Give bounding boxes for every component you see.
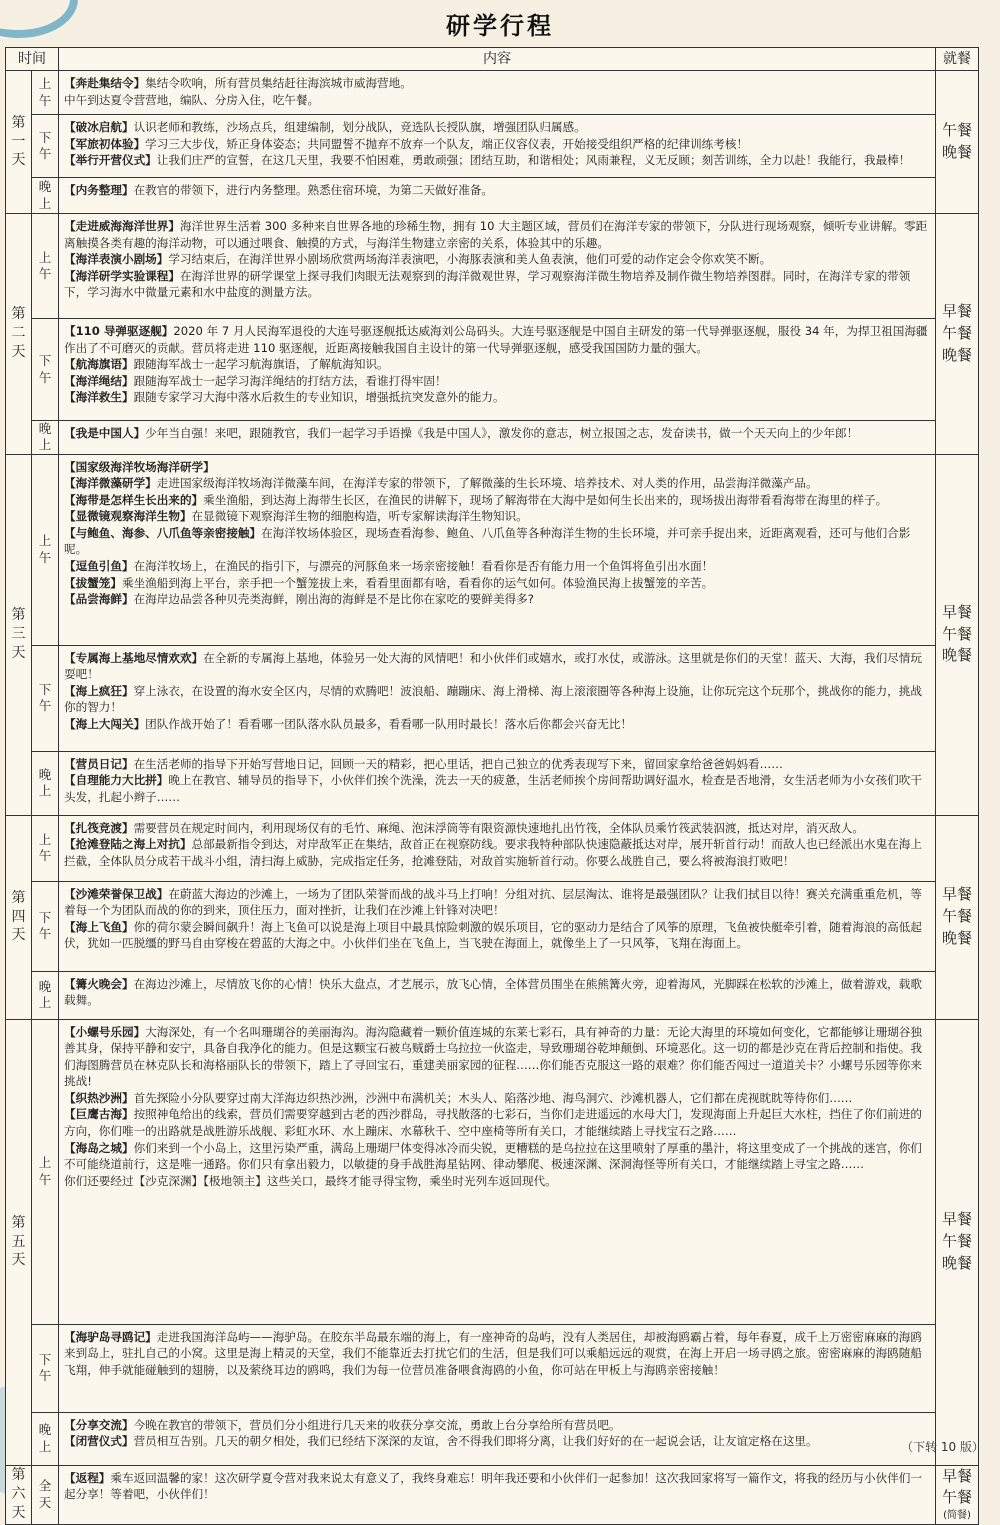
period-label xyxy=(32,71,59,115)
period-label-text: 下 午 xyxy=(38,909,52,942)
activity-text: 乘车返回温馨的家！这次研学夏令营对我来说太有意义了，我终身难忘！明年我还要和小伙伴们一起参加！这次我回家将写一篇作文，将我的经历与小伙伴们一起分享！等着吧，小伙伴们！ xyxy=(64,1470,922,1502)
activity-tag: 【海洋绳结】 xyxy=(64,373,134,388)
activity-text: 在教官的带领下，进行内务整理。熟悉住宿环境，为第二天做好准备。 xyxy=(133,183,493,198)
activity-item xyxy=(64,1417,930,1434)
activity-item xyxy=(64,976,930,1009)
period-label-text: 上 午 xyxy=(38,249,52,282)
schedule-row xyxy=(6,751,979,815)
activity-content xyxy=(59,71,936,115)
activity-item xyxy=(64,389,930,406)
activity-text: 穿上泳衣，在设置的海水安全区内，尽情的欢腾吧！波浪船、蹦蹦床、海上滑梯、海上滚滚圈等各种海上设施，让你玩完这个玩那个，挑战你的能力，挑战你的智力！ xyxy=(64,683,922,715)
activity-item xyxy=(64,182,930,199)
activity-tag: 【奔赴集结令】 xyxy=(64,76,146,91)
header-content: 内容 xyxy=(59,48,936,71)
activity-item xyxy=(64,919,930,952)
activity-tag: 【海洋表演小剧场】 xyxy=(64,252,169,267)
period-label xyxy=(32,815,59,881)
activity-tag: 【返程】 xyxy=(64,1470,111,1485)
activity-text: 中午到达夏令营营地，编队、分房入住，吃午餐。 xyxy=(64,92,320,107)
period-label-text: 下 午 xyxy=(38,681,52,714)
activity-text: 少年当自强！来吧，跟随教官，我们一起学习手语操《我是中国人》，激发你的意志，树立报国之志，发奋读书，做一个天天向上的少年郎！ xyxy=(145,426,859,441)
activity-content xyxy=(59,214,936,319)
activity-tag: 【巨鹰古海】 xyxy=(64,1107,134,1122)
activity-item xyxy=(64,650,930,683)
activity-tag: 【海上疯狂】 xyxy=(64,683,134,698)
activity-text: 跟随专家学习大海中落水后救生的专业知识，增强抵抗突发意外的能力。 xyxy=(133,390,505,405)
schedule-row xyxy=(6,1465,979,1524)
activity-text: 认识老师和教练，沙场点兵，组建编制，划分战队，竞选队长授队旗，增强团队归属感。 xyxy=(133,120,586,135)
schedule-row xyxy=(6,881,979,971)
period-label xyxy=(32,115,59,178)
activity-item xyxy=(64,136,930,153)
activity-tag: 【与鲍鱼、海参、八爪鱼等亲密接触】 xyxy=(64,525,262,540)
day-label-text: 第 六 天 xyxy=(11,1467,26,1521)
activity-tag: 【扎筏竞渡】 xyxy=(64,820,134,835)
day-label xyxy=(6,1019,32,1465)
activity-text: 跟随海军战士一起学习航海旗语，了解航海知识。 xyxy=(133,357,389,372)
activity-tag: 【内务整理】 xyxy=(64,183,134,198)
page-title: 研学行程 xyxy=(446,12,554,40)
activity-text: 集结令吹响，所有营员集结赶往海滨城市威海营地。 xyxy=(145,76,412,91)
schedule-row xyxy=(6,1324,979,1412)
activity-text: 在海洋牧场体验区，现场查看海参、鲍鱼、八爪鱼等各种海洋生物的生长环境，并可亲手捉出来，近距离观看，还可与他们合影呢。 xyxy=(64,525,911,557)
period-label xyxy=(32,1324,59,1412)
activity-item xyxy=(64,323,930,356)
day-label xyxy=(6,454,32,815)
activity-tag: 【专属海上基地尽情欢欢】 xyxy=(64,650,204,665)
activity-tag: 【海洋微藻研学】 xyxy=(64,476,157,491)
continued-note: （下转 10 版） xyxy=(901,1440,984,1454)
activity-text: 需要营员在规定时间内，利用现场仅有的毛竹、麻绳、泡沫浮筒等有限资源快速地扎出竹筏，全体队员乘竹筏武装泅渡，抵达对岸，消灭敌人。 xyxy=(133,820,864,835)
activity-tag: 【营员日记】 xyxy=(64,756,134,771)
activity-text: 总部最新指令到达，对岸敌军正在集结，敌首正在视察防线。要求我特种部队快速隐蔽抵达对岸，展开斩首行动！而敌人也已经派出水鬼在海上拦截，全体队员分成若干战斗小组，清扫海上威胁，完成指定任务，抢滩登陆，对敌首实施斩首行动。你要么战胜自己，要么将被海浪打败吧！ xyxy=(64,837,922,868)
activity-content xyxy=(59,645,936,751)
activity-tag: 【小螺号乐园】 xyxy=(64,1024,146,1039)
activity-item xyxy=(64,1433,930,1450)
activity-item xyxy=(64,1470,930,1503)
activity-item xyxy=(64,356,930,373)
activity-text: 走进国家级海洋牧场海洋微藻车间，在海洋专家的带领下，了解微藻的生长环境、培养技术、对人类的作用，品尝海洋微藻产品。 xyxy=(156,476,818,491)
period-label xyxy=(32,421,59,455)
schedule-row xyxy=(6,71,979,115)
activity-item xyxy=(64,683,930,716)
activity-item xyxy=(64,92,930,109)
activity-text: 晚上在教官、辅导员的指导下，小伙伴们挨个洗澡，洗去一天的疲惫，生活老师挨个房间帮助调好温水，检查是否地滑，女生活老师为小女孩们吹干头发，扎起小辫子…… xyxy=(64,773,922,804)
period-label xyxy=(32,319,59,421)
meals-cell xyxy=(936,815,979,1019)
activity-text: 海洋世界生活着 300 多种来自世界各地的珍稀生物，拥有 10 大主题区域，营员们在海洋专家的带领下，分队进行现场观察，倾听专业讲解。零距离触摸各类有趣的海洋动物，可以通过喂食、触摸的方式，与海洋生物建立亲密的关系，体验其中的乐趣。 xyxy=(64,219,928,250)
activity-tag: 【海带是怎样生长出来的】 xyxy=(64,492,204,507)
activity-item xyxy=(64,716,930,733)
activity-text: 团队作战开始了！看看哪一团队落水队员最多，看看哪一队用时最长！落水后你都会兴奋无比！ xyxy=(145,716,633,731)
activity-content xyxy=(59,1465,936,1524)
activity-item xyxy=(64,152,930,169)
activity-tag: 【海岛之城】 xyxy=(64,1140,134,1155)
activity-text: 你的荷尔蒙会瞬间飙升！海上飞鱼可以说是海上项目中最具惊险刺激的娱乐项目，它的驱动力是结合了风筝的原理，飞鱼被快艇牵引着，随着海浪的高低起伏，犹如一匹脱缰的野马自由穿梭在碧蓝的大海之中。小伙伴们坐在飞鱼上，当飞驶在海面上，就像坐上了一只风筝，飞翔在海面上。 xyxy=(64,919,922,951)
activity-text: 学习三大步伐，矫正身体姿态；共同盟誓不抛弃不放弃一个队友，端正仪容仪表，开始接受组织严格的纪律训练考核！ xyxy=(145,136,749,151)
activity-text: 让我们庄严的宣誓，在这几天里，我要不怕困难，勇敢顽强；团结互助，和谐相处；风雨兼程，义无反顾；刻苦训练，全力以赴！我能行，我最棒！ xyxy=(156,153,911,168)
period-label-text: 上 午 xyxy=(38,76,52,108)
activity-tag: 【沙滩荣誉保卫战】 xyxy=(64,886,169,901)
schedule-row xyxy=(6,421,979,455)
activity-item xyxy=(64,525,930,558)
activity-tag: 【国家级海洋牧场海洋研学】 xyxy=(64,459,215,474)
activity-item xyxy=(64,1329,930,1379)
activity-text: 今晚在教官的带领下，营员们分小组进行几天来的收获分享交流，勇敢上台分享给所有营员吧。 xyxy=(133,1417,621,1432)
activity-text: 你们来到一个小岛上，这里污染严重，满岛上珊瑚尸体变得冰冷而尖锐，更糟糕的是乌拉拉在这里喷射了厚重的墨汁，将这里变成了一个挑战的迷宫，你们不可能绕道前行，这是唯一通路。你们只有拿出毅力，以敏捷的身手战胜海星钻网、律动攀爬、极速深渊、深洞海怪等所有关口，才能继续踏上寻宝之路…… xyxy=(64,1140,922,1172)
meals-text: 早餐午餐晚餐 xyxy=(941,602,972,665)
period-label-text: 晚 上 xyxy=(38,1422,52,1454)
activity-item xyxy=(64,268,930,301)
activity-tag: 【海洋救生】 xyxy=(64,390,134,405)
activity-text: 在海岸边品尝各种贝壳类海鲜，刚出海的海鲜是不是比你在家吃的要鲜美得多? xyxy=(133,592,534,607)
meals-text: 早餐午餐晚餐 xyxy=(941,885,972,947)
meals-cell xyxy=(936,1019,979,1465)
schedule-row xyxy=(6,1019,979,1324)
schedule-row xyxy=(6,1412,979,1465)
activity-content xyxy=(59,454,936,645)
activity-content xyxy=(59,881,936,971)
header-meals: 就餐 xyxy=(936,48,979,71)
activity-item xyxy=(64,1140,930,1173)
activity-content xyxy=(59,319,936,421)
day-label-text: 第 三 天 xyxy=(11,607,26,661)
activity-text: 在海洋牧场上，在渔民的指引下，与漂亮的河豚鱼来一场亲密接触！看看你是否有能力用一个鱼饵将鱼引出水面！ xyxy=(133,558,714,573)
activity-text: 首先探险小分队要穿过南大洋海边织热沙洲，沙洲中布满机关；木头人、陷落沙地、海鸟洞穴、沙滩机器人，它们都在虎视眈眈等待你们…… xyxy=(133,1090,853,1105)
activity-text: 走进我国海洋岛屿——海驴岛。在胶东半岛最东端的海上，有一座神奇的岛屿，没有人类居住，却被海鸥霸占着，每年春夏，成千上万密密麻麻的海鸥来到岛上，驻扎自己的小窝。这里是海上精灵的天堂，我们不能靠近去打扰它们的生活，但是我们可以乘船远远的观赏，在海上开启一场寻鸥之旅。密密麻麻的海鸥随船飞翔，伸手就能碰触到的翅膀，以及萦绕耳边的鸥鸣，我们为每一位营员准备喂食海鸥的小鱼，你可站在甲板上与海鸥亲密接触！ xyxy=(64,1329,922,1377)
day-label-text: 第 二 天 xyxy=(11,306,26,361)
period-label-text: 下 午 xyxy=(38,129,52,162)
period-label xyxy=(32,751,59,815)
activity-text: 跟随海军战士一起学习海洋绳结的打结方法，看谁打得牢固！ xyxy=(133,373,447,388)
activity-tag: 【品尝海鲜】 xyxy=(64,592,134,607)
activity-text: 2020 年 7 月人民海军退役的大连号驱逐舰抵达威海刘公岛码头。大连号驱逐舰是中国自主研发的第一代导弹驱逐舰，服役 34 年，为捍卫祖国海疆作出了不可磨灭的贡献。营员将走进 110 驱逐舰，近距离接触我国自主设计的第一代导弹驱逐舰，感受我国国防力量的强大。 xyxy=(64,324,928,355)
period-label xyxy=(32,881,59,971)
activity-tag: 【海上飞鱼】 xyxy=(64,919,134,934)
schedule-row xyxy=(6,214,979,319)
activity-tag: 【航海旗语】 xyxy=(64,357,134,372)
activity-content xyxy=(59,971,936,1019)
day-label xyxy=(6,214,32,455)
period-label-text: 全 天 xyxy=(38,1478,52,1510)
activity-item xyxy=(64,425,930,442)
activity-text: 在显微镜下观察海洋生物的细胞构造，听专家解读海洋生物知识。 xyxy=(191,509,528,524)
period-label-text: 上 午 xyxy=(38,831,52,864)
activity-item xyxy=(64,1090,930,1107)
meals-text: 早餐午餐晚餐 xyxy=(941,302,972,364)
period-label xyxy=(32,1019,59,1324)
activity-text: 你们还要经过【沙克深渊】【极地领主】这些关口，最终才能寻得宝物，乘坐时光列车返回现代。 xyxy=(64,1173,557,1188)
period-label-text: 上 午 xyxy=(38,533,52,565)
activity-content xyxy=(59,751,936,815)
activity-item xyxy=(64,591,930,608)
activity-tag: 【拔蟹笼】 xyxy=(64,575,122,590)
period-label-text: 晚 上 xyxy=(38,766,52,799)
period-label-text: 上 午 xyxy=(38,1155,52,1187)
activity-text: 在生活老师的指导下开始写营地日记，回顾一天的精彩，把心里话，把自己独立的优秀表现写下来，留回家拿给爸爸妈妈看…… xyxy=(133,756,783,771)
period-label xyxy=(32,1465,59,1524)
activity-item xyxy=(64,373,930,390)
activity-content xyxy=(59,1019,936,1324)
period-label xyxy=(32,178,59,214)
activity-item xyxy=(64,475,930,492)
activity-text: 大海深处，有一个名叫珊瑚谷的美丽海沟。海沟隐藏着一颗价值连城的东莱七彩石，具有神奇的力量：无论大海里的环境如何变化，它都能够让珊瑚谷独善其身，保持平静和安宁，具备自我净化的能力。但是这颗宝石被乌贼爵士乌拉拉一伙盗走，导致珊瑚谷乾坤颠倒、环境恶化。这一切的都是沙克在背后控制和指使。我们海图腾营员在林克队长和海格丽队长的带领下，踏上了寻回宝石，重建美丽家园的征程……你们能否克服这一路的艰难？你们能否闯过一道道关卡？小螺号乐园等你来挑战! xyxy=(64,1024,922,1089)
activity-item xyxy=(64,558,930,575)
meals-text: 早餐午餐 xyxy=(941,1466,972,1507)
meals-text: 午餐晚餐 xyxy=(941,121,972,162)
activity-content xyxy=(59,1412,936,1465)
period-label-text: 晚 上 xyxy=(38,179,52,211)
schedule-row xyxy=(6,971,979,1019)
activity-item xyxy=(64,1106,930,1139)
header-time: 时间 xyxy=(6,48,59,71)
schedule-row xyxy=(6,645,979,751)
activity-text: 乘坐渔船，到达海上海带生长区，在渔民的讲解下，现场了解海带在大海中是如何生长出来的，现场拔出海带看看海带在海里的样子。 xyxy=(203,492,888,507)
period-label-text: 下 午 xyxy=(38,353,52,385)
activity-item xyxy=(64,1173,930,1190)
activity-tag: 【篝火晚会】 xyxy=(64,976,134,991)
period-label-text: 晚 上 xyxy=(38,978,52,1011)
day-label xyxy=(6,71,32,214)
activity-tag: 【110 导弹驱逐舰】 xyxy=(64,324,174,339)
activity-item xyxy=(64,772,930,805)
meals-cell xyxy=(936,454,979,815)
activity-tag: 【显微镜观察海洋生物】 xyxy=(64,509,192,524)
schedule-row xyxy=(6,319,979,421)
activity-item xyxy=(64,886,930,919)
activity-item xyxy=(64,75,930,92)
activity-tag: 【抢滩登陆之海上对抗】 xyxy=(64,837,192,852)
day-label xyxy=(6,815,32,1019)
activity-tag: 【分享交流】 xyxy=(64,1417,134,1432)
activity-content xyxy=(59,421,936,455)
day-label-text: 第 五 天 xyxy=(11,1214,26,1269)
activity-text: 营员相互告别。几天的朝夕相处，我们已经结下深深的友谊，舍不得我们即将分离，让我们好好的在一起说会话，让友谊定格在这里。 xyxy=(133,1434,818,1449)
activity-item xyxy=(64,459,930,476)
schedule-row xyxy=(6,454,979,645)
day-label-text: 第 一 天 xyxy=(11,114,26,169)
activity-text: 在全新的专属海上基地，体验另一处大海的风情吧！和小伙伴们或嬉水，或打水仗，或游泳。这里就是你们的天堂！蓝天、大海，我们尽情玩耍吧！ xyxy=(64,650,922,682)
activity-text: 学习结束后，在海洋世界小剧场欣赏两场海洋表演吧，小海豚表演和美人鱼表演，他们可爱的动作定会令你欢笑不断。 xyxy=(168,252,772,267)
activity-item xyxy=(64,492,930,509)
activity-tag: 【军旅初体验】 xyxy=(64,136,146,151)
schedule-row xyxy=(6,815,979,881)
activity-tag: 【织热沙洲】 xyxy=(64,1090,134,1105)
activity-tag: 【走进威海海洋世界】 xyxy=(64,219,180,234)
activity-text: 在蔚蓝大海边的沙滩上，一场为了团队荣誉而战的战斗马上打响！分组对抗、层层淘汰、谁将是最强团队？让我们拭目以待！赛关充满重重危机，等着每一个为团队而战的你的到来，顶住压力，面对挫折，让我们在沙滩上针锋对决吧！ xyxy=(64,886,922,918)
activity-item xyxy=(64,119,930,136)
activity-tag: 【自理能力大比拼】 xyxy=(64,773,169,788)
period-label-text: 晚 上 xyxy=(38,421,52,453)
activity-tag: 【破冰启航】 xyxy=(64,120,134,135)
activity-item xyxy=(64,508,930,525)
schedule-row xyxy=(6,115,979,178)
activity-tag: 【逗鱼引鱼】 xyxy=(64,558,134,573)
meals-note: (简餐) xyxy=(943,1510,971,1522)
activity-tag: 【海驴岛寻鸥记】 xyxy=(64,1329,157,1344)
period-label xyxy=(32,454,59,645)
period-label xyxy=(32,214,59,319)
activity-item xyxy=(64,218,930,251)
meals-cell xyxy=(936,1465,979,1524)
day-label-text: 第 四 天 xyxy=(11,889,26,944)
activity-tag: 【闭营仪式】 xyxy=(64,1434,134,1449)
activity-item xyxy=(64,1024,930,1090)
activity-item xyxy=(64,836,930,869)
table-header-row xyxy=(6,48,979,71)
activity-tag: 【海洋研学实验课程】 xyxy=(64,268,180,283)
meals-text: 早餐午餐晚餐 xyxy=(941,1210,972,1272)
activity-item xyxy=(64,575,930,592)
activity-text: 乘坐渔船到海上平台，亲手把一个蟹笼拔上来，看看里面都有啥，看看你的运气如何。体验渔民海上拔蟹笼的辛苦。 xyxy=(121,575,714,590)
activity-tag: 【海上大闯关】 xyxy=(64,716,146,731)
meals-cell xyxy=(936,214,979,455)
activity-item xyxy=(64,756,930,773)
activity-item xyxy=(64,251,930,268)
activity-content xyxy=(59,815,936,881)
activity-text: 按照神龟给出的线索，营员们需要穿越到古老的西沙群岛，寻找散落的七彩石，当你们走进遥远的水母大门，发现海面上升起巨大水柱，挡住了你们前进的方向，你们唯一的出路就是战胜游乐战舰、彩虹水环、水上蹦床、水幕秋千、空中座椅等所有关口，才能继续踏上寻找宝石之路…… xyxy=(64,1107,922,1138)
activity-text: 在海边沙滩上，尽情放飞你的心情！快乐大盘点，才艺展示，放飞心情，全体营员围坐在熊熊篝火旁，迎着海风，光脚踩在松软的沙滩上，做着游戏，载歌载舞。 xyxy=(64,976,922,1008)
period-label xyxy=(32,645,59,751)
activity-content xyxy=(59,178,936,214)
schedule-table xyxy=(5,47,979,1525)
meals-cell xyxy=(936,71,979,214)
activity-content xyxy=(59,115,936,178)
activity-text: 在海洋世界的研学课堂上探寻我们肉眼无法观察到的海洋微观世界，学习观察海洋微生物培养及制作微生物培养图群。同时，在海洋专家的带领下，学习海水中微量元素和水中盐度的测量方法。 xyxy=(64,268,911,300)
activity-item xyxy=(64,820,930,837)
period-label xyxy=(32,971,59,1019)
activity-content xyxy=(59,1324,936,1412)
period-label-text: 下 午 xyxy=(38,1351,52,1384)
day-label xyxy=(6,1465,32,1524)
schedule-row xyxy=(6,178,979,214)
period-label xyxy=(32,1412,59,1465)
activity-tag: 【举行开营仪式】 xyxy=(64,153,157,168)
activity-tag: 【我是中国人】 xyxy=(64,426,146,441)
